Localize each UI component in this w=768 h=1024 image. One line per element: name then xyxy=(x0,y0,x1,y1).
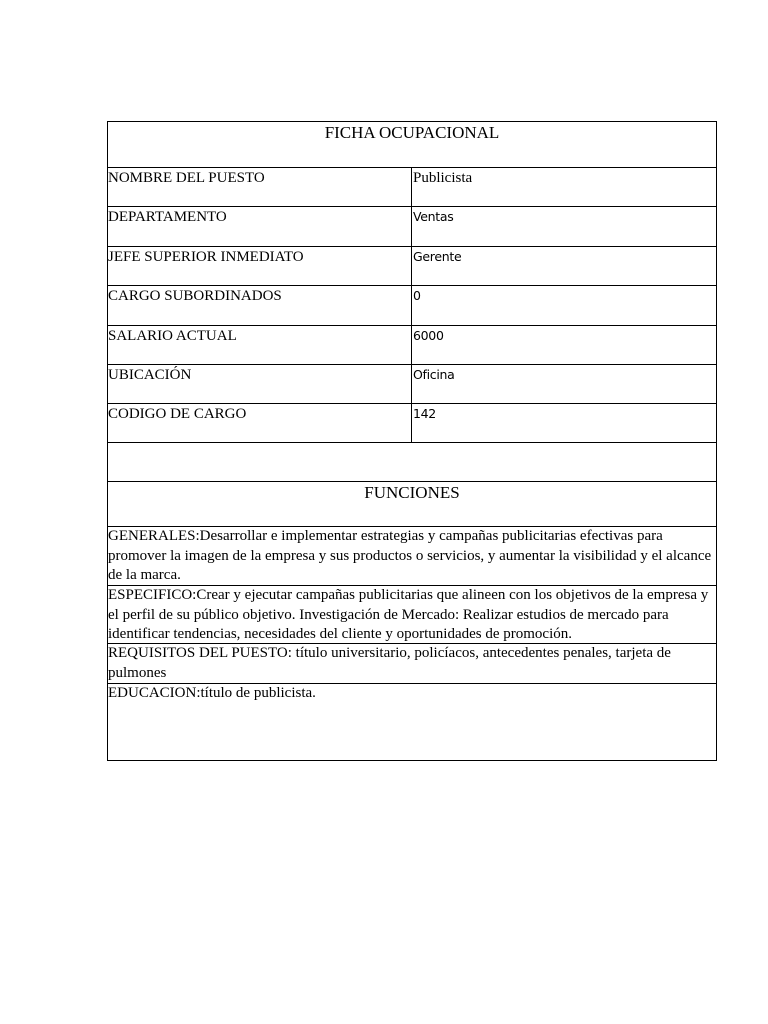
field-value: 142 xyxy=(413,406,436,421)
field-value: 0 xyxy=(413,288,421,303)
field-row-codigo-cargo xyxy=(108,404,716,443)
field-value: Gerente xyxy=(413,249,462,264)
requisitos-row xyxy=(108,644,716,684)
educacion-row xyxy=(108,684,716,760)
field-row-jefe-superior xyxy=(108,247,716,286)
field-value: 6000 xyxy=(413,328,444,343)
requisitos-text: REQUISITOS DEL PUESTO: título universitario, policíacos, antecedentes penales, tarjeta de pulmones xyxy=(108,645,671,681)
field-value: Oficina xyxy=(413,367,455,382)
field-label: SALARIO ACTUAL xyxy=(108,326,412,364)
field-label: DEPARTAMENTO xyxy=(108,207,412,246)
field-label: JEFE SUPERIOR INMEDIATO xyxy=(108,247,412,285)
field-value: Ventas xyxy=(413,209,454,224)
field-label: CODIGO DE CARGO xyxy=(108,404,412,442)
field-row-cargo-subordinados xyxy=(108,286,716,326)
field-label: CARGO SUBORDINADOS xyxy=(108,286,412,325)
funciones-title-row xyxy=(108,482,716,527)
educacion-text: EDUCACION:título de publicista. xyxy=(108,685,316,701)
field-value: Publicista xyxy=(413,170,473,186)
generales-row xyxy=(108,527,716,586)
table-title-row xyxy=(108,122,716,168)
table-title: FICHA OCUPACIONAL xyxy=(324,123,500,142)
especifico-row xyxy=(108,586,716,644)
field-row-salario-actual xyxy=(108,326,716,365)
field-label: UBICACIÓN xyxy=(108,365,412,403)
field-label: NOMBRE DEL PUESTO xyxy=(108,168,412,206)
field-row-ubicacion xyxy=(108,365,716,404)
empty-row xyxy=(108,443,716,482)
field-row-nombre-puesto xyxy=(108,168,716,207)
ficha-ocupacional-table xyxy=(107,121,717,761)
generales-text: GENERALES:Desarrollar e implementar estrategias y campañas publicitarias efectivas para promover la imagen de la empresa y sus productos o servicios, y aumentar la visibilidad y el alcance de la marca. xyxy=(108,528,712,584)
field-row-departamento xyxy=(108,207,716,247)
especifico-text: ESPECIFICO:Crear y ejecutar campañas publicitarias que alineen con los objetivos de la empresa y el perfil de su público objetivo. Investigación de Mercado: Realizar estudios de mercado para identificar tendencias, necesidades del cliente y oportunidades de promoción. xyxy=(108,587,709,643)
funciones-title: FUNCIONES xyxy=(364,483,460,502)
